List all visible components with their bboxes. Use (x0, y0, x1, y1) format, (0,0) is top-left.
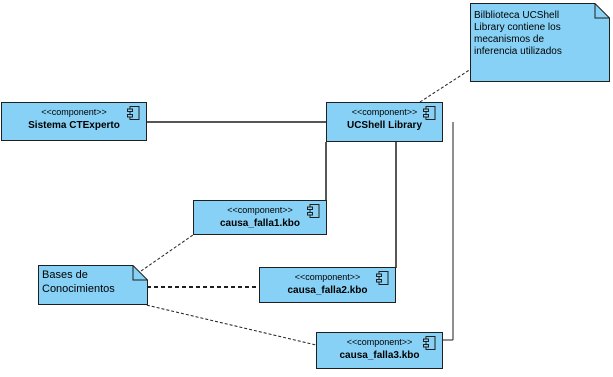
note-text: Bases de Conocimientos (42, 269, 115, 295)
component-causa-falla1[interactable] (193, 200, 327, 235)
stereotype-label: <<component>> (294, 272, 361, 282)
note-text: Bilblioteca UCShell Library contiene los mecanismos de inferencia utilizados (474, 10, 562, 57)
anchor-knowledge-falla3 (142, 304, 316, 345)
component-icon (376, 271, 389, 285)
note-library-description[interactable] (470, 3, 610, 82)
component-icon (127, 106, 140, 120)
component-name: causa_falla2.kbo (287, 285, 368, 296)
component-name: UCShell Library (346, 120, 423, 131)
stereotype-label: <<component>> (41, 107, 107, 117)
component-causa-falla3[interactable] (316, 332, 443, 369)
anchor-library-note (420, 67, 474, 102)
component-name: causa_falla3.kbo (339, 350, 420, 361)
component-ucshell-library[interactable] (326, 102, 443, 142)
component-icon (423, 106, 436, 120)
stereotype-label: <<component>> (346, 337, 413, 347)
component-sistema-ctexperto[interactable] (1, 102, 147, 141)
component-causa-falla2[interactable] (259, 267, 396, 303)
component-name: causa_falla1.kbo (219, 218, 301, 229)
component-name: Sistema CTExperto (28, 120, 120, 131)
component-icon (423, 336, 436, 350)
stereotype-label: <<component>> (227, 205, 293, 215)
anchor-knowledge-falla1 (141, 235, 193, 271)
note-bases-de-conocimientos[interactable] (38, 265, 148, 305)
component-icon (307, 204, 320, 218)
stereotype-label: <<component>> (351, 107, 418, 117)
